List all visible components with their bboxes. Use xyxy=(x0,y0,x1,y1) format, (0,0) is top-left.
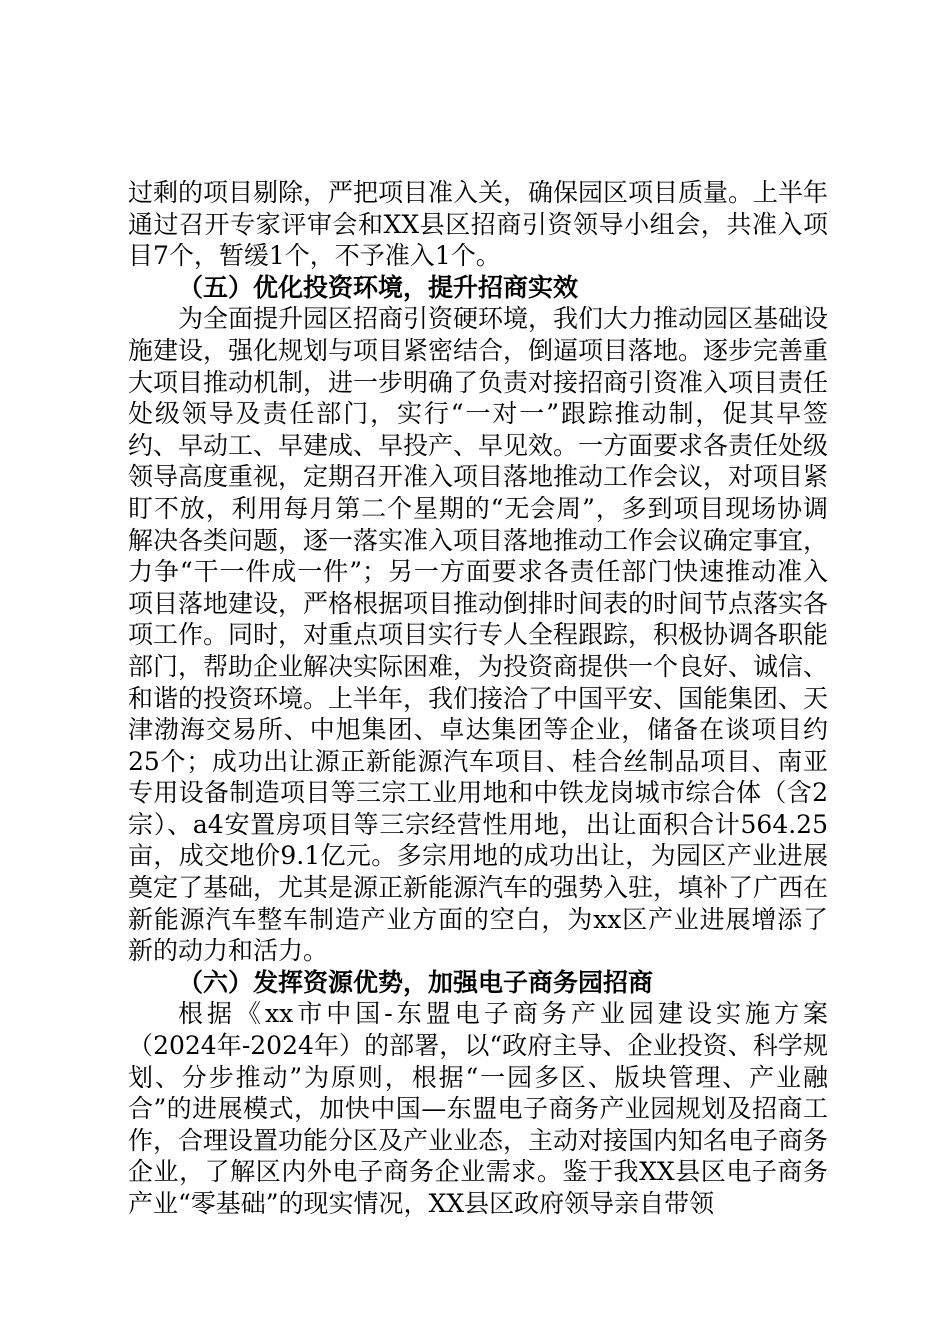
document-body xyxy=(128,177,828,1220)
section-heading-5: （五）优化投资环境，提升招商实效 xyxy=(178,272,579,302)
paragraph-section-6: 根据《xx市中国-东盟电子商务产业园建设实施方案（2024年-2024年）的部署，以“政府主导、企业投资、科学规划、分步推动”为原则，根据“一园多区、版块管理、产业融合”的进展模式，加快中国—东盟电子商务产业园规划及招商工作，合理设置功能分区及产业业态，主动对接国内知名电子商务企业，了解区内外电子商务企业需求。鉴于我XX县区电子商务产业“零基础”的现实情况，XX县区政府领导亲自带领 xyxy=(128,999,829,1218)
paragraph-continued: 过剩的项目剔除，严把项目准入关，确保园区项目质量。上半年通过召开专家评审会和XX县区招商引资领导小组会，共准入项目7个，暂缓1个，不予准入1个。 xyxy=(128,178,829,271)
section-heading-6: （六）发挥资源优势，加强电子商务园招商 xyxy=(178,967,654,997)
paragraph-section-5: 为全面提升园区招商引资硬环境，我们大力推动园区基础设施建设，强化规划与项目紧密结合，倒逼项目落地。逐步完善重大项目推动机制，进一步明确了负责对接招商引资准入项目责任处级领导及责任部门，实行“一对一”跟踪推动制，促其早签约、早动工、早建成、早投产、早见效。一方面要求各责任处级领导高度重视，定期召开准入项目落地推动工作会议，对项目紧盯不放，利用每月第二个星期的“无会周”，多到项目现场协调解决各类问题，逐一落实准入项目落地推动工作会议确定事宜，力争“干一件成一件”；另一方面要求各责任部门快速推动准入项目落地建设，严格根据项目推动倒排时间表的时间节点落实各项工作。同时，对重点项目实行专人全程跟踪，积极协调各职能部门，帮助企业解决实际困难，为投资商提供一个良好、诚信、和谐的投资环境。上半年，我们接洽了中国平安、国能集团、天津渤海交易所、中旭集团、卓达集团等企业，储备在谈项目约25个；成功出让源正新能源汽车项目、桂合丝制品项目、南亚专用设备制造项目等三宗工业用地和中铁龙岗城市综合体（含2宗）、a4安置房项目等三宗经营性用地，出让面积合计564.25亩，成交地价9.1亿元。多宗用地的成功出让，为园区产业进展奠定了基础，尤其是源正新能源汽车的强势入驻，填补了广西在新能源汽车整车制造产业方面的空白，为xx区产业进展增添了新的动力和活力。 xyxy=(128,304,829,966)
